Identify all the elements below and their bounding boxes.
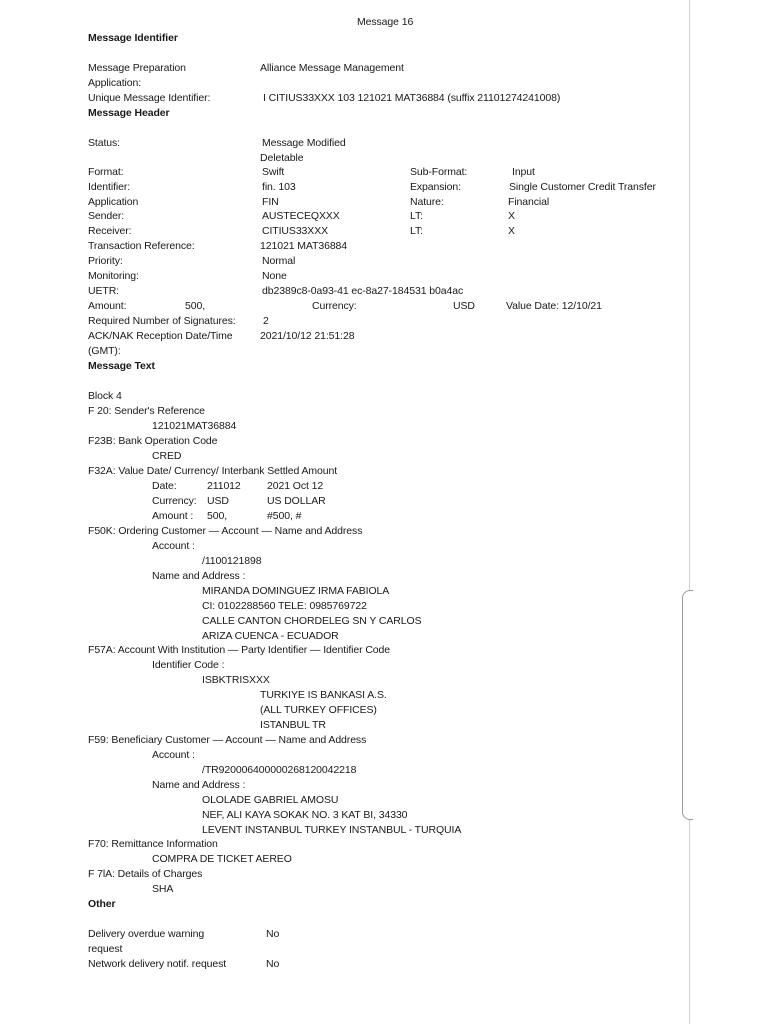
monitoring-label: Monitoring: xyxy=(88,270,139,282)
f50k-address-line: ARIZA CUENCA - ECUADOR xyxy=(202,630,339,642)
txref-value: 121021 MAT36884 xyxy=(260,240,348,252)
f50k-account: /1100121898 xyxy=(202,555,262,567)
f32a-amount-label: Amount : xyxy=(152,510,194,522)
page-number: Message 16 xyxy=(357,16,414,28)
f32a-date-formatted: 2021 Oct 12 xyxy=(267,480,324,492)
f57a-bank-line: TURKIYE IS BANKASI A.S. xyxy=(260,689,387,701)
overdue-value: No xyxy=(266,928,280,940)
overdue-label: Delivery overdue warning xyxy=(88,928,205,940)
receiver-lt-label: LT: xyxy=(410,225,423,237)
f50k-name-label: Name and Address : xyxy=(152,570,246,582)
section-title-text: Message Text xyxy=(88,360,155,372)
notif-value: No xyxy=(266,958,280,970)
expansion-label: Expansion: xyxy=(410,181,461,193)
f20-value: 121021MAT36884 xyxy=(152,420,237,432)
sender-value: AUSTECEQXXX xyxy=(262,210,340,222)
receiver-lt-value: X xyxy=(508,225,515,237)
value-date: Value Date: 12/10/21 xyxy=(506,300,602,312)
f57a-label: F57A: Account With Institution — Party Identifier — Identifier Code xyxy=(88,644,391,656)
f50k-label: F50K: Ordering Customer — Account — Name and Address xyxy=(88,525,363,537)
expansion-value: Single Customer Credit Transfer xyxy=(509,181,656,193)
nature-value: Financial xyxy=(508,196,550,208)
subformat-label: Sub-Format: xyxy=(410,166,468,178)
application-value: FIN xyxy=(262,196,279,208)
f32a-currency-name: US DOLLAR xyxy=(267,495,326,507)
identifier-value: fin. 103 xyxy=(262,181,296,193)
f50k-address-line: CI: 0102288560 TELE: 0985769722 xyxy=(202,600,367,612)
f59-address-line: LEVENT INSTANBUL TURKEY INSTANBUL - TURQUIA xyxy=(202,824,462,836)
prep-label: Message Preparation xyxy=(88,62,186,74)
f50k-account-label: Account : xyxy=(152,540,195,552)
f71a-value: SHA xyxy=(152,883,174,895)
uetr-value: db2389c8-0a93-41 ec-8a27-184531 b0a4ac xyxy=(262,285,464,297)
signatures-label: Required Number of Signatures: xyxy=(88,315,236,327)
f32a-amount-formatted: #500, # xyxy=(267,510,302,522)
notif-label: Network delivery notif. request xyxy=(88,958,227,970)
umi-value: I CITIUS33XXX 103 121021 MAT36884 (suffix 21101274241008) xyxy=(263,92,561,104)
priority-label: Priority: xyxy=(88,255,123,267)
sender-label: Sender: xyxy=(88,210,125,222)
f71a-label: F 7lA: Details of Charges xyxy=(88,868,203,880)
currency-label: Currency: xyxy=(312,300,357,312)
f32a-amount-raw: 500, xyxy=(207,510,228,522)
subformat-value: Input xyxy=(512,166,535,178)
ack-value: 2021/10/12 21:51:28 xyxy=(260,330,355,342)
f32a-date-label: Date: xyxy=(152,480,177,492)
uetr-label: UETR: xyxy=(88,285,120,297)
block-label: Block 4 xyxy=(88,390,122,402)
monitoring-value: None xyxy=(262,270,287,282)
section-title-header: Message Header xyxy=(88,107,170,119)
format-label: Format: xyxy=(88,166,124,178)
f59-account: /TR920006400000268120042218 xyxy=(202,764,357,776)
f23b-value: CRED xyxy=(152,450,182,462)
receiver-value: CITIUS33XXX xyxy=(262,225,329,237)
f59-label: F59: Beneficiary Customer — Account — Name and Address xyxy=(88,734,367,746)
f23b-label: F23B: Bank Operation Code xyxy=(88,435,218,447)
signatures-value: 2 xyxy=(263,315,269,327)
status-label: Status: xyxy=(88,137,120,149)
prep-value: Alliance Message Management xyxy=(260,62,404,74)
nature-label: Nature: xyxy=(410,196,444,208)
f32a-currency-label: Currency: xyxy=(152,495,197,507)
currency-value: USD xyxy=(453,300,475,312)
page-edge-divider xyxy=(689,0,690,1024)
f57a-code: ISBKTRISXXX xyxy=(202,674,270,686)
sender-lt-value: X xyxy=(508,210,515,222)
section-title-other: Other xyxy=(88,898,116,910)
status-value-2: Deletable xyxy=(260,152,304,164)
prep-label-cont: Application: xyxy=(88,77,142,89)
f57a-code-label: Identifier Code : xyxy=(152,659,225,671)
f59-name-label: Name and Address : xyxy=(152,779,246,791)
amount-label: Amount: xyxy=(88,300,127,312)
f57a-bank-line: ISTANBUL TR xyxy=(260,719,326,731)
f59-account-label: Account : xyxy=(152,749,195,761)
receiver-label: Receiver: xyxy=(88,225,132,237)
umi-label: Unique Message Identifier: xyxy=(88,92,211,104)
f50k-address-line: CALLE CANTON CHORDELEG SN Y CARLOS xyxy=(202,615,422,627)
format-value: Swift xyxy=(262,166,285,178)
ack-label: ACK/NAK Reception Date/Time xyxy=(88,330,233,342)
f70-label: F70: Remittance Information xyxy=(88,838,218,850)
status-value: Message Modified xyxy=(262,137,346,149)
f57a-bank-line: (ALL TURKEY OFFICES) xyxy=(260,704,377,716)
sender-lt-label: LT: xyxy=(410,210,423,222)
f70-value: COMPRA DE TICKET AEREO xyxy=(152,853,292,865)
f59-address-line: OLOLADE GABRIEL AMOSU xyxy=(202,794,339,806)
f32a-currency-code: USD xyxy=(207,495,229,507)
f59-address-line: NEF, ALI KAYA SOKAK NO. 3 KAT BI, 34330 xyxy=(202,809,408,821)
identifier-label: Identifier: xyxy=(88,181,131,193)
f20-label: F 20: Sender's Reference xyxy=(88,405,205,417)
section-title-identifier: Message Identifier xyxy=(88,32,178,44)
application-label: Application xyxy=(88,196,139,208)
ack-label-cont: (GMT): xyxy=(88,345,121,357)
f32a-date-raw: 211012 xyxy=(207,480,241,492)
txref-label: Transaction Reference: xyxy=(88,240,195,252)
f50k-address-line: MIRANDA DOMINGUEZ IRMA FABIOLA xyxy=(202,585,390,597)
overdue-label-cont: request xyxy=(88,943,123,955)
amount-value: 500, xyxy=(185,300,206,312)
priority-value: Normal xyxy=(262,255,296,267)
side-scroll-handle[interactable] xyxy=(682,590,693,820)
f32a-label: F32A: Value Date/ Currency/ Interbank Settled Amount xyxy=(88,465,338,477)
